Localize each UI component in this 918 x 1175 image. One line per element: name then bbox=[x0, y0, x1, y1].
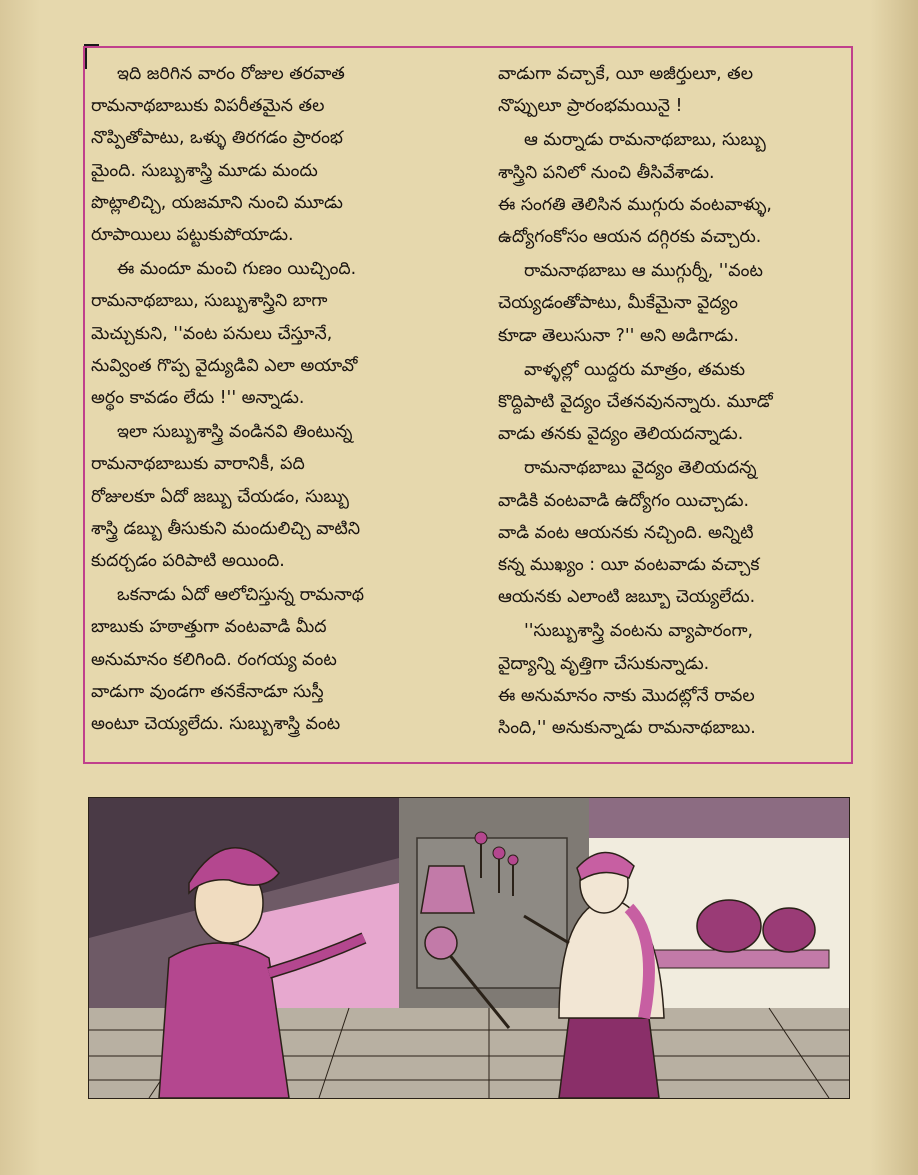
text-line: నొప్పితోపాటు, ఒళ్ళు తిరగడం ప్రారంభ bbox=[91, 128, 343, 149]
text-line: రామనాథబాబుకు విపరీతమైన తల bbox=[91, 96, 325, 117]
text-line: చెయ్యడంతోపాటు, మీకేమైనా వైద్యం bbox=[498, 293, 738, 314]
text-line: వాళ్ళల్లో యిద్దరు మాత్రం, తమకు bbox=[524, 359, 746, 380]
text-line: రామనాథబాబు వైద్యం తెలియదన్న bbox=[524, 458, 757, 479]
text-line: ఇలా సుబ్బుశాస్త్రి వండినవి తింటున్న bbox=[117, 422, 353, 443]
paragraph bbox=[498, 452, 856, 613]
text-line: మెచ్చుకుని, ''వంట పనులు చేస్తూనే, bbox=[91, 323, 333, 344]
paragraph bbox=[498, 615, 856, 744]
pot-icon bbox=[697, 900, 761, 952]
text-line: రామనాథబాబు, సుబ్బుశాస్త్రిని బాగా bbox=[91, 291, 328, 312]
ladle-icon bbox=[475, 832, 487, 844]
illustration-drawing bbox=[89, 798, 849, 1098]
text-line: వైద్యాన్ని వృత్తిగా చేసుకున్నాడు. bbox=[498, 653, 710, 674]
text-line: ఈ మందూ మంచి గుణం యిచ్చింది. bbox=[117, 259, 357, 280]
text-line: శాస్త్రిని పనిలో నుంచి తీసివేశాడు. bbox=[498, 162, 715, 183]
text-line: కన్న ముఖ్యం : యీ వంటవాడు వచ్చాక bbox=[498, 555, 760, 576]
text-line: వాడుగా వుండగా తనకేనాడూ సుస్తీ bbox=[91, 681, 324, 702]
basket-icon bbox=[421, 866, 474, 913]
text-line: శాస్త్రి డబ్బు తీసుకుని మందులిచ్చి వాటిని bbox=[91, 518, 361, 539]
text-line: అర్థం కావడం లేదు !'' అన్నాడు. bbox=[91, 388, 305, 409]
text-line: అనుమానం కలిగింది. రంగయ్య వంట bbox=[91, 649, 337, 670]
text-line: ఆయనకు ఎలాంటి జబ్బూ చెయ్యలేదు. bbox=[498, 587, 756, 608]
text-line: బాబుకు హఠాత్తుగా వంటవాడి మీద bbox=[91, 617, 327, 638]
paragraph bbox=[91, 253, 449, 414]
right-text-column bbox=[498, 58, 856, 746]
paragraph bbox=[498, 58, 856, 122]
story-text-frame bbox=[83, 46, 853, 764]
text-line: మైంది. సుబ్బుశాస్త్రి మూడు మందు bbox=[91, 160, 318, 181]
ladle-icon bbox=[493, 847, 505, 859]
paragraph bbox=[498, 354, 856, 451]
text-line: కూడా తెలుసునా ?'' అని అడిగాడు. bbox=[498, 325, 739, 346]
text-line: ఉద్యోగంకోసం ఆయన దగ్గిరకు వచ్చారు. bbox=[498, 227, 762, 248]
text-line: అంటూ చెయ్యలేదు. సుబ్బుశాస్త్రి వంట bbox=[91, 714, 341, 735]
paragraph bbox=[91, 579, 449, 740]
paragraph bbox=[91, 58, 449, 251]
paragraph bbox=[498, 124, 856, 253]
text-line: ఒకనాడు ఏదో ఆలోచిస్తున్న రామనాథ bbox=[117, 585, 365, 606]
text-line: కొద్దిపాటి వైద్యం చేతనవునన్నారు. మూడో bbox=[498, 392, 773, 413]
text-line: వాడికి వంటవాడి ఉద్యోగం యిచ్చాడు. bbox=[498, 490, 750, 511]
ladle-icon bbox=[508, 855, 518, 865]
text-line: వాడుగా వచ్చాకే, యీ అజీర్తులూ, తల bbox=[498, 64, 754, 84]
story-illustration bbox=[88, 797, 850, 1099]
text-line: నొప్పులూ ప్రారంభమయినై ! bbox=[498, 96, 683, 117]
text-line: ఈ అనుమానం నాకు మొదట్లోనే రావల bbox=[498, 685, 755, 706]
text-line: ఆ మర్నాడు రామనాథబాబు, సుబ్బు bbox=[524, 130, 766, 151]
text-line: ''సుబ్బుశాస్త్రి వంటను వ్యాపారంగా, bbox=[524, 621, 753, 642]
serving-spoon-icon bbox=[425, 927, 457, 959]
left-text-column bbox=[91, 58, 449, 742]
text-line: వాడు తనకు వైద్యం తెలియదన్నాడు. bbox=[498, 424, 744, 445]
text-line: రోజులకూ ఏదో జబ్బు చేయడం, సుబ్బు bbox=[91, 486, 349, 507]
text-line: రామనాథబాబు ఆ ముగ్గుర్నీ, ''వంట bbox=[524, 261, 763, 282]
paragraph bbox=[91, 416, 449, 577]
text-line: వాడి వంట ఆయనకు నచ్చింది. అన్నిటి bbox=[498, 522, 754, 543]
text-line: సింది,'' అనుకున్నాడు రామనాథబాబు. bbox=[498, 718, 756, 739]
text-line: నువ్వింత గొప్ప వైద్యుడివి ఎలా అయావో bbox=[91, 355, 358, 376]
text-line: ఇది జరిగిన వారం రోజుల తరవాత bbox=[117, 64, 345, 84]
text-line: కుదర్చడం పరిపాటి అయింది. bbox=[91, 551, 285, 572]
text-line: పొట్లాలిచ్చి, యజమాని నుంచి మూడు bbox=[91, 192, 343, 213]
text-line: రూపాయిలు పట్టుకుపోయాడు. bbox=[91, 225, 294, 246]
pot-icon bbox=[763, 908, 815, 952]
text-line: ఈ సంగతి తెలిసిన ముగ్గురు వంటవాళ్ళు, bbox=[498, 194, 772, 215]
paragraph bbox=[498, 255, 856, 352]
text-line: రామనాథబాబుకు వారానికీ, పది bbox=[91, 454, 305, 475]
